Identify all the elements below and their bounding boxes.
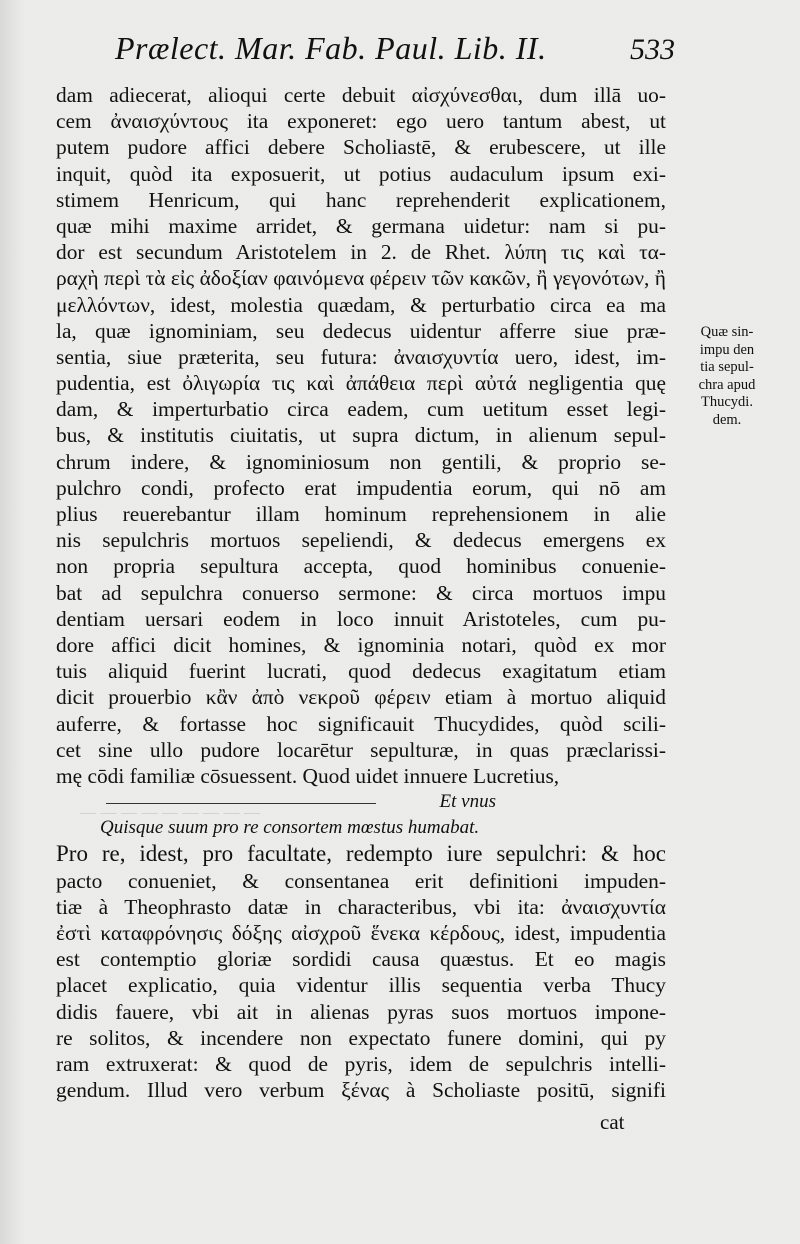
text-line: re solitos, & incendere non expectato funere domini, qui py (56, 1025, 666, 1050)
text-line: putem pudore affici debere Scholiastē, & erubescere, ut ille (56, 135, 666, 160)
text-line: inquit, quòd ita exposuerit, ut potius audaculum ipsum exi- (56, 161, 666, 186)
bleed-through-text: — — — — — — — — — (80, 802, 261, 822)
text-line: est contemptio gloriæ sordidi causa quæstus. Et eo magis (56, 947, 666, 972)
text-line: la, quæ ignominiam, seu dedecus uidentur afferre siue præ- (56, 318, 666, 343)
page-header (115, 30, 675, 67)
text-line: tiæ à Theophrasto datæ in characteribus, vbi ita: ἀναισχυντία (56, 894, 666, 919)
marginal-note-line: dem. (712, 411, 742, 428)
marginal-note-line: tia sepul- (700, 359, 754, 375)
text-line: nis sepulchris mortuos sepeliendi, & dedecus emergens ex (56, 528, 666, 553)
text-line: sentia, siue præterita, seu futura: ἀναισχυντία uero, idest, im- (56, 344, 666, 369)
marginal-note-line: chra apud (698, 376, 756, 393)
running-title: Prælect. Mar. Fab. Paul. Lib. II. (115, 30, 547, 66)
text-line: bat ad sepulchra conuerso sermone: & circa mortuos impu (56, 580, 666, 605)
text-line: pulchro condi, profecto erat impudentia eorum, qui nō am (56, 475, 666, 500)
text-line: stimem Henricum, qui hanc reprehenderit explicationem, (56, 187, 666, 212)
text-line: dor est secundum Aristotelem in 2. de Rhet. λύπη τις καὶ τα- (56, 240, 666, 265)
text-line: auferre, & fortasse hoc significauit Thucydides, quòd scili- (56, 711, 666, 736)
text-line: cem ἀναισχύντους ita exponeret: ego uero tantum abest, ut (56, 109, 666, 134)
text-line: ram extruxerat: & quod de pyris, idem de sepulchris intelli- (56, 1051, 666, 1076)
text-line: dentiam uersari eodem in loco innuit Aristoteles, cum pu- (56, 606, 666, 631)
quote-intro: Et vnus (56, 789, 666, 815)
text-line: ραχὴ περὶ τὰ εἰς ἀδοξίαν φαινόμενα φέρειν τῶν κακῶν, ἢ γεγονότων, ἢ (56, 266, 666, 291)
verse-quotation: Quisque suum pro re consortem mœstus humabat. (100, 817, 480, 839)
text-line: placet explicatio, quia videntur illis sequentia verba Thucy (56, 973, 666, 998)
marginal-note (677, 324, 777, 429)
text-line: μελλόντων, idest, molestia quædam, & perturbatio circa ea ma (56, 292, 666, 317)
marginal-note-line: Quæ sin- (700, 324, 754, 340)
text-line: dam adiecerat, alioqui certe debuit αἰσχύνεσθαι, dum illā uo- (56, 83, 666, 107)
text-line: dam, & imperturbatio circa eadem, cum uetitum esset legi- (56, 397, 666, 422)
text-line: plius reuerebantur illam hominum reprehensionem in alie (56, 502, 666, 526)
text-line: pacto conueniet, & consentanea erit definitioni impuden- (56, 868, 666, 893)
text-line: dore affici dicit homines, & ignominia notari, quòd ex mor (56, 632, 666, 657)
text-line: didis fauere, vbi ait in alienas pyras suos mortuos impone- (56, 999, 666, 1024)
text-line: ἐστὶ καταφρόνησις δόξης αἰσχροῦ ἕνεκα κέρδους, idest, impudentia (56, 921, 666, 945)
text-line: quæ mihi maxime arridet, & germana uidetur: nam si pu- (56, 213, 666, 238)
marginal-note-line: impu den (699, 341, 755, 358)
text-line: pudentia, est ὀλιγωρία τις καὶ ἀπάθεια περὶ αὐτά negligentia quę (56, 371, 666, 396)
paragraph-2 (56, 841, 666, 1103)
text-line: tuis aliquid fuerint lucrati, quod dedecus exagitatum etiam (56, 659, 666, 684)
catchword: cat (600, 1110, 625, 1134)
text-line: Pro re, idest, pro facultate, redempto iure sepulchri: & hoc (56, 841, 666, 867)
main-text (56, 82, 666, 1103)
text-line: cet sine ullo pudore locarētur sepulturæ, in quas præclarissi- (56, 737, 666, 762)
text-line: non propria sepultura accepta, quod hominibus conuenie- (56, 554, 666, 579)
text-line: gendum. Illud vero verbum ξένας à Scholiaste positū, signifi (56, 1078, 666, 1103)
text-line: mę cōdi familiæ cōsuessent. Quod uidet innuere Lucretius, (56, 763, 560, 788)
text-line: chrum indere, & ignominiosum non gentili, & proprio se- (56, 449, 666, 474)
text-line: bus, & institutis ciuitatis, ut supra dictum, in alienum sepul- (56, 423, 666, 448)
marginal-note-line: Thucydi. (701, 394, 753, 410)
page-number: 533 (630, 33, 675, 66)
text-line: dicit prouerbio κἂν ἀπὸ νεκροῦ φέρειν etiam à mortuo aliquid (56, 685, 666, 710)
paragraph-1 (56, 82, 666, 789)
